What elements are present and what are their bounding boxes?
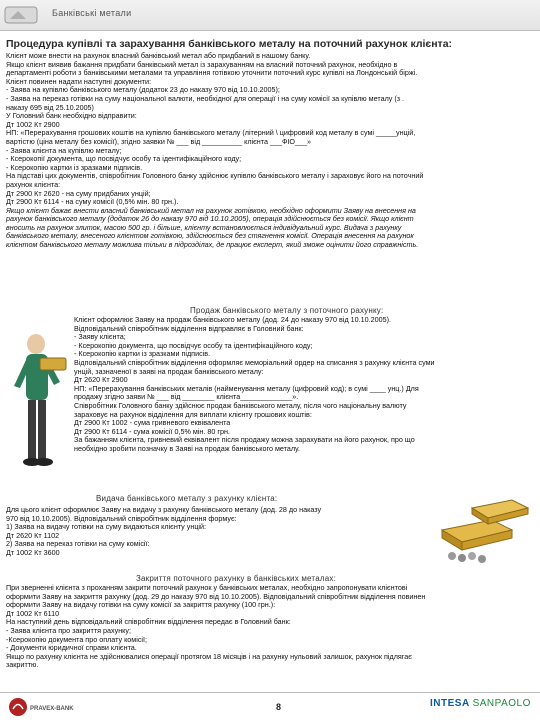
page-number: 8 bbox=[276, 702, 282, 712]
text-line: Дт 2900 Кт 6114 - на суму комісії (0,5% мін. 80 грн.). bbox=[6, 197, 179, 207]
text-line: - Ксерокопії документа, що посвідчує особу та ідентифікаційного коду; bbox=[6, 154, 242, 164]
text-line: Якщо по рахунку клієнта не здійснювалися операції протягом 18 місяців і на рахунку нульовий залишок, рахунок підлягає bbox=[6, 651, 412, 661]
text-line: 2) Заява на переказ готівки на суму комісії: bbox=[6, 539, 150, 549]
intro-section bbox=[6, 52, 423, 250]
italic-line: рахунок банківського металу (додаток 26 до наказу 970 від 10.10.2005), операція здійснюється без комісії. Якщо клієнт bbox=[6, 214, 414, 224]
text-line: - Документи юридичної справи клієнта. bbox=[6, 643, 137, 653]
text-line: Дт 1002 Кт 2900 bbox=[6, 119, 60, 129]
text-line: На наступний день відповідальний співробітник відділення передає в Головний банк: bbox=[6, 617, 291, 627]
text-line: Дт 1002 Кт 6110 bbox=[6, 608, 60, 618]
text-line: - Заява на купівлю банківського металу (додаток 23 до наказу 970 від 10.10.2005); bbox=[6, 85, 280, 95]
pravex-bank-logo-text: PRAVEX-BANK bbox=[30, 706, 74, 712]
text-line: НП: «Перерахування грошових коштів на купівлю банківського металу (літерний \ цифровий код металу в сумі _____унцій, bbox=[6, 128, 416, 138]
closing-section-title: Закриття поточного рахунку в банківських металах: bbox=[136, 574, 336, 583]
text-line: Якщо клієнт виявив бажання придбати банківський метал із зарахуванням на власний поточний рахунок, необхідно в bbox=[6, 59, 398, 69]
person-with-gold-illustration-icon bbox=[6, 330, 68, 480]
text-line: наказу 695 від 25.10.2005) bbox=[6, 102, 94, 112]
text-line: Дт 2900 Кт 1002 - сума гривневого еквівалента bbox=[74, 418, 231, 428]
text-line: оформити Заяву на закриття рахунку (дод. 29 до наказу 970 від 10.10.2005). Відповідальний співробітник відділення повинен bbox=[6, 591, 426, 601]
closing-section bbox=[6, 584, 425, 670]
text-line: департаменті роботи з банківськими металами та управління готівкою уточнити поточний курс купівлі на Лондонській біржі. bbox=[6, 68, 418, 78]
text-line: оформити Заяву на видачу готівки на суму комісії за закриття рахунку (100 грн.): bbox=[6, 600, 276, 610]
text-line: - Заява клієнта на купівлю металу; bbox=[6, 145, 122, 155]
italic-line: клієнтом банківського металу можлива тільки в підрозділах, де працює експерт, який зможе оцінити його справжність. bbox=[6, 240, 419, 250]
italic-line: вносить на рахунок злиток, масою 500 гр. і більше, клієнту встановлюється індивідуальний курс. Видача з рахунку bbox=[6, 222, 402, 232]
sale-section bbox=[74, 316, 435, 454]
text-line: унцій, зазначеної в заяві на продаж банківського металу: bbox=[74, 366, 264, 376]
logo-text-intesa: INTESA bbox=[430, 698, 470, 709]
italic-line: банківського металу, внесеного клієнтом готівкою, здійснюється без стягнення комісії. Операція внесення на рахунок bbox=[6, 231, 414, 241]
header-title: Банківські метали bbox=[52, 8, 132, 18]
text-line: Дт 2900 Кт 6114 - сума комісії 0,5% мін. 80 грн. bbox=[74, 426, 230, 436]
text-line: необхідно зробити позначку в Заяві на продаж банківського металу. bbox=[74, 443, 300, 453]
text-line: закриттю. bbox=[6, 660, 39, 670]
text-line: рахунок клієнта: bbox=[6, 179, 61, 189]
text-line: 1) Заява на видачу готівки на суму видаються клієнту унцій: bbox=[6, 522, 207, 532]
text-line: - Ксерокопію картки із зразками підписів. bbox=[74, 349, 211, 359]
sale-section-title: Продаж банківського металу з поточного рахунку: bbox=[190, 306, 384, 315]
text-line: Дт 2620 Кт 1102 bbox=[6, 530, 60, 540]
text-line: - Ксерокопію картки із зразками підписів. bbox=[6, 162, 143, 172]
header-divider bbox=[0, 30, 540, 31]
text-line: На підставі цих документів, співробітник Головного банку здійснює купівлю банківського металу і зараховує його на поточний bbox=[6, 171, 424, 181]
issue-section bbox=[6, 506, 321, 558]
issue-section-title: Видача банківського металу з рахунку клієнта: bbox=[96, 494, 278, 503]
text-line: У Головний банк необхідно відправити: bbox=[6, 111, 137, 121]
text-line: - Заява клієнта про закриття рахунку; bbox=[6, 625, 131, 635]
header-logo-icon bbox=[4, 4, 38, 26]
text-line: Клієнт може внести на рахунок власний банківський метал або придбаний в нашому банку. bbox=[6, 51, 311, 60]
text-line: - Ксерокопію документа, що посвідчує особу та ідентифікаційного коду; bbox=[74, 340, 313, 350]
italic-line: Якщо клієнт бажає внести власний банківський метал на рахунок готівкою, необхідно оформити Заяву на внесення на bbox=[6, 205, 416, 215]
text-line: вартістю (ціна металу без комісії), згідно заявки № ___ від __________ клієнта ___ФІО___» bbox=[6, 136, 311, 146]
text-line: -Ксерокопію документа про оплату комісії; bbox=[6, 634, 148, 644]
text-line: Дт 1002 Кт 3600 bbox=[6, 547, 60, 557]
gold-bars-illustration-icon bbox=[432, 490, 534, 565]
text-line: За бажанням клієнта, гривневий еквівалент після продажу можна зарахувати на його рахунок, про що bbox=[74, 435, 415, 445]
intesa-sanpaolo-logo bbox=[430, 698, 531, 709]
text-line: - Заяву клієнта; bbox=[74, 332, 126, 342]
logo-text-sanpaolo: SANPAOLO bbox=[472, 698, 531, 709]
text-line: продажу згідно заяви № ___ від ________ клієнта_____________». bbox=[74, 392, 299, 402]
text-line: Клієнт оформлює Заяву на продаж банківського металу (дод. 24 до наказу 970 від 10.10.2005). bbox=[74, 315, 392, 324]
pravex-bank-logo-icon bbox=[6, 696, 76, 718]
text-line: Відповідальний співробітник відділення відправляє в Головний банк: bbox=[74, 323, 304, 333]
text-line: зараховує на рахунок відділення для виплати клієнту грошових коштів: bbox=[74, 409, 312, 419]
text-line: Дт 2900 Кт 2620 - на суму придбаних унцій; bbox=[6, 188, 151, 198]
page-title: Процедура купівлі та зарахування банківського металу на поточний рахунок клієнта: bbox=[6, 38, 453, 50]
text-line: 970 від 10.10.2005). Відповідальний співробітник відділення формує: bbox=[6, 513, 237, 523]
text-line: Відповідальний співробітник відділення оформляє меморіальний ордер на списання з рахунку клієнта суми bbox=[74, 357, 435, 367]
text-line: НП: «Перерахування банківських металів (найменування металу (цифровий код); в сумі ____ унц.) Для bbox=[74, 383, 419, 393]
text-line: - Заява на переказ готівки на суму національної валюти, необхідної для операції і на суму комісії за купівлю металу (з . bbox=[6, 93, 405, 103]
text-line: Співробітник Головного банку здійснює продаж банківського металу, після чого національну валюту bbox=[74, 400, 407, 410]
text-line: Дт 2620 Кт 2900 bbox=[74, 375, 128, 385]
text-line: Для цього клієнт оформлює Заяву на видачу з рахунку банківського металу (дод. 28 до наказу bbox=[6, 505, 322, 514]
footer-divider bbox=[0, 692, 540, 693]
text-line: Клієнт повинен надати наступні документи: bbox=[6, 76, 151, 86]
text-line: При зверненні клієнта з проханням закрити поточний рахунок у банківських металах, необхідно запропонувати клієнтові bbox=[6, 583, 408, 592]
